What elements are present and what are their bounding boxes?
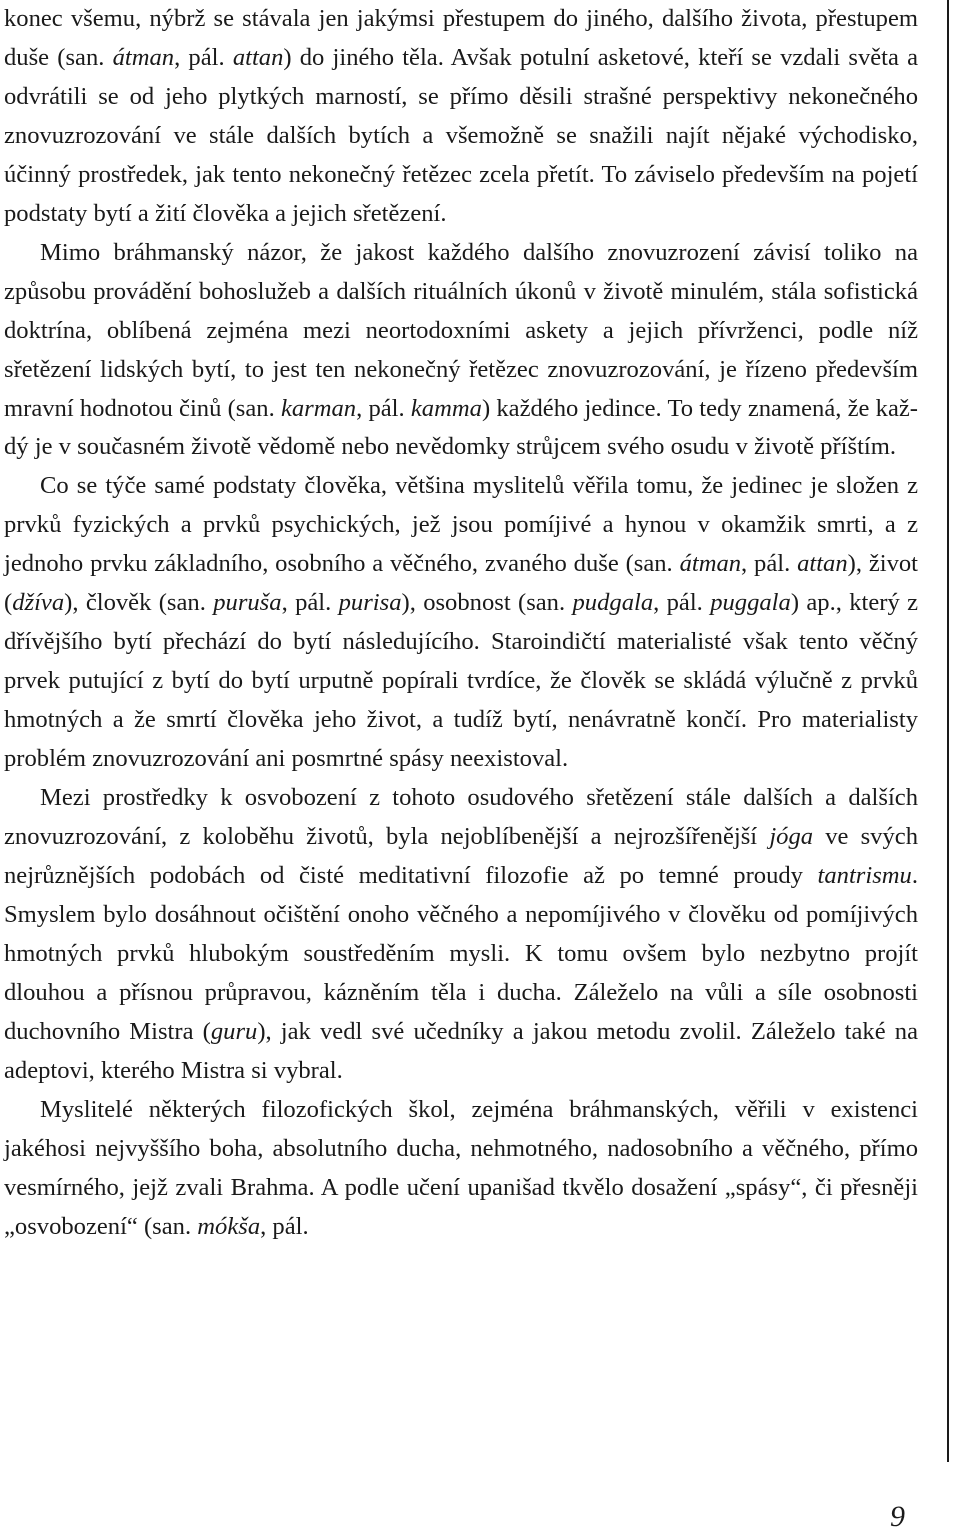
margin-rule: [947, 0, 949, 1462]
text-run: , pál.: [174, 43, 233, 71]
italic-term: tantrismu: [817, 861, 912, 889]
italic-term: guru: [210, 1017, 258, 1045]
text-run: konec všemu, nýbrž se stávala jen jakýmsi přestupem do jiného, dalšího života, přestupem duše (san.: [4, 5, 918, 71]
italic-term: attan: [232, 43, 284, 71]
page-number: 9: [890, 1500, 905, 1533]
text-run: ) každého jedince. To tedy znamená, že každý je v současném životě vědomě nebo nevědomky strůjcem svého osudu v životě příštím.: [4, 394, 918, 461]
paragraph: [4, 779, 918, 1091]
text-run: ve svých nejrůznějších podobách od čisté meditativní filozofie až po temné proudy: [4, 823, 918, 889]
italic-term: mókša: [197, 1212, 261, 1240]
body-text: [4, 0, 918, 1247]
italic-term: karman: [280, 394, 357, 422]
text-run: ) ap., který z dřívějšího bytí přechází do bytí následujícího. Staroindičtí materialisté však tento věčný prvek putující z bytí do bytí urputně popírali tvrdíce, že člověk se skládá výlučně z prvků hmotných a že smrtí člověka jeho život, a tudíž bytí, nenávratně končí. Pro materialisty problém znovuzrozování ani posmrtné spásy neexistoval.: [4, 589, 919, 773]
text-run: Myslitelé některých filozofických škol, zejména bráhmanských, věřili v existenci jakéhosi nejvyššího boha, absolutního ducha, nehmotného, nadosobního a věčného, přímo vesmírného, jejž zvali Brahma. A podle učení upanišad tkvělo dosažení „spásy“, či přesněji „osvobození“ (san.: [4, 1095, 918, 1240]
paragraph: [4, 0, 918, 234]
text-run: . Smyslem bylo dosáhnout očištění onoho věčného a nepomíjivého v člověku od pomíjivých hmotných prvků hlubokým soustředěním mysli. K tomu ovšem bylo nezbytno projít dlouhou a přísnou průpravou, kázněním těla i ducha. Záleželo na vůli a síle osobnosti duchovního Mistra (: [4, 861, 918, 1045]
paragraph: [4, 234, 918, 468]
text-run: ), jak vedl své učedníky a jakou metodu zvolil. Záleželo také na adeptovi, kterého Mistra si vybral.: [4, 1017, 918, 1084]
text-run: , pál.: [741, 550, 798, 578]
text-run: ), osobnost (san.: [401, 589, 573, 617]
italic-term: átman: [679, 550, 742, 578]
text-run: Mezi prostředky k osvobození z tohoto osudového sřetězení stále dalších a dalších znovuzrozování, z koloběhu životů, byla nejoblíbenější a nejrozšířenější: [4, 784, 918, 851]
italic-term: purisa: [338, 589, 402, 617]
text-run: ), člověk (san.: [64, 589, 214, 617]
text-run: , pál.: [356, 394, 411, 422]
text-run: , pál.: [260, 1212, 309, 1240]
italic-term: džíva: [12, 589, 65, 617]
italic-term: attan: [797, 550, 848, 578]
italic-term: puggala: [710, 589, 791, 617]
text-run: , pál.: [281, 589, 339, 617]
text-run: Mimo bráhmanský názor, že jakost každého dalšího znovuzrození závisí toliko na způsobu provádění bohoslužeb a dalších rituálních úkonů v životě minulém, stála sofistická doktrína, oblíbená zejména mezi neortodoxními askety a jejich přívrženci, podle níž sřetězení lidských bytí, to jest ten nekonečný řetězec znovuzrozování, je řízeno především mravní hodnotou činů (san.: [4, 238, 918, 422]
italic-term: kamma: [410, 394, 482, 422]
italic-term: puruša: [213, 589, 282, 617]
paragraph: [4, 1091, 918, 1247]
italic-term: jóga: [769, 823, 814, 851]
text-run: ) do jiného těla. Avšak potulní asketové, kteří se vzdali světa a odvrátili se od jeho plytkých marností, se přímo děsili strašné perspektivy nekonečného znovuzrozování ve stále dalších bytích a všemožně se snažili najít nějaké východisko, účinný prostředek, jak tento nekonečný řetězec zcela přetít. To záviselo především na pojetí podstaty bytí a žití člověka a jejich sřetězení.: [4, 43, 919, 227]
text-run: Co se týče samé podstaty člověka, většina myslitelů věřila tomu, že jedinec je složen z prvků fyzických a prvků psychických, jež jsou pomíjivé a hynou v okamžik smrti, a z jednoho prvku základního, osobního a věčného, zvaného duše (san.: [4, 472, 918, 578]
paragraph: [4, 467, 918, 779]
text-run: , pál.: [653, 589, 711, 617]
italic-term: átman: [112, 43, 175, 71]
text-run: ), život (: [4, 550, 918, 617]
italic-term: pudgala: [572, 589, 654, 617]
